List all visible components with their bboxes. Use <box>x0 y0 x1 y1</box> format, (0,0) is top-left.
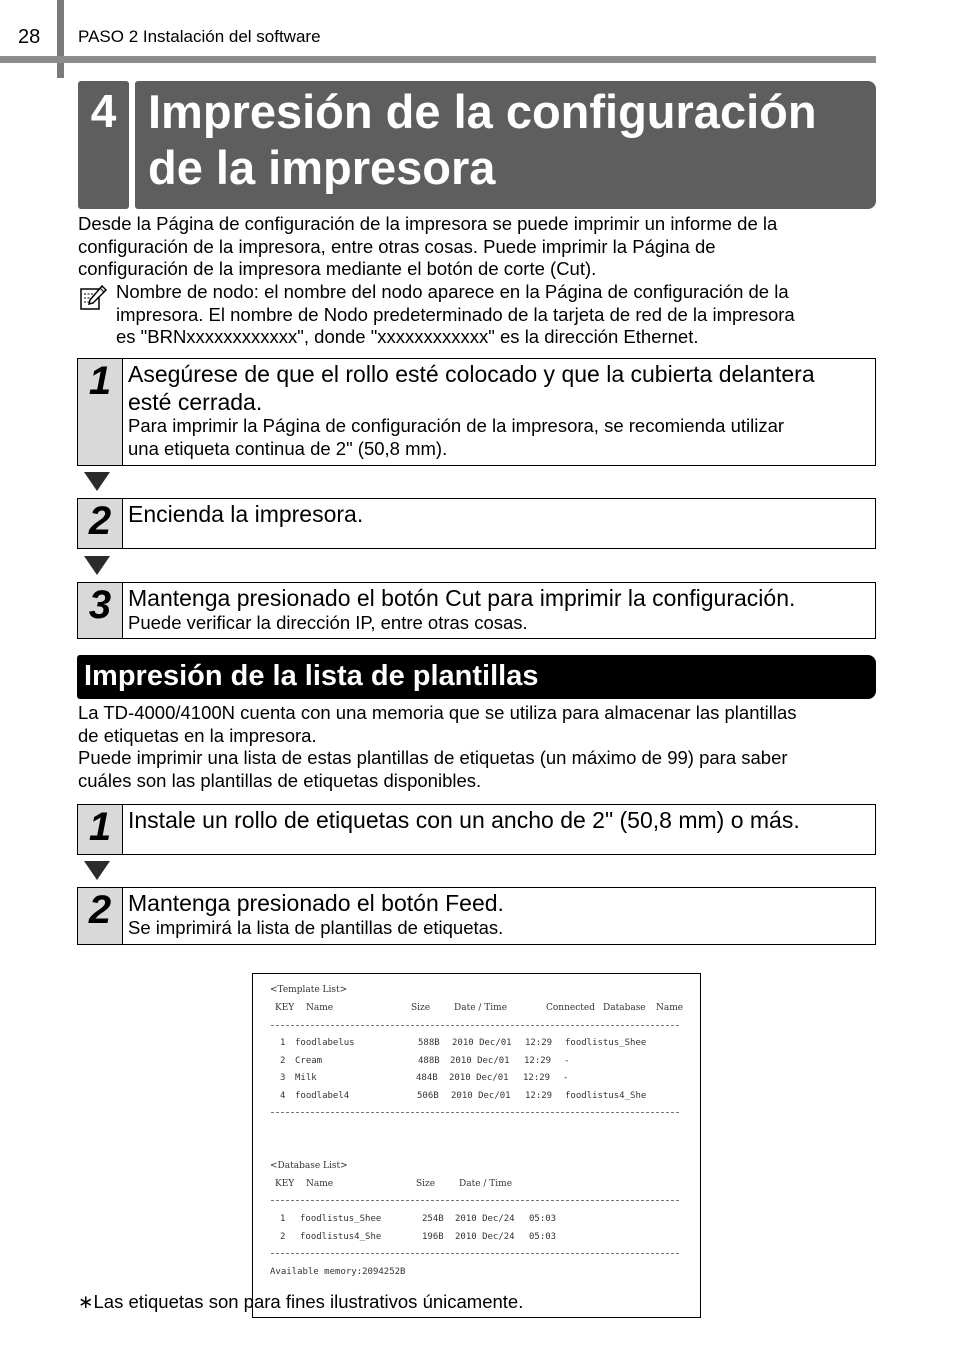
step-detail <box>128 415 873 460</box>
step-number: 3 <box>88 583 112 627</box>
config-step-3 <box>77 582 876 639</box>
step-number-box <box>78 583 123 638</box>
chapter-number: 4 <box>90 85 117 137</box>
database-list-heading: <Database List> <box>270 1161 348 1171</box>
section-title: Impresión de la lista de plantillas <box>84 660 539 692</box>
chapter-title <box>148 84 873 196</box>
step-number: 2 <box>88 499 112 543</box>
step-number: 2 <box>88 888 112 932</box>
step-detail-line: Para imprimir la Página de configuración de la impresora, se recomienda utilizar <box>128 415 785 436</box>
step-number-box <box>78 805 123 854</box>
down-arrow-icon <box>84 556 110 575</box>
note-line: impresora. El nombre de Nodo predeterminado de la tarjeta de red de la impresora <box>116 303 795 325</box>
running-title: PASO 2 Instalación del software <box>78 27 321 46</box>
col-dbname: Name <box>656 1003 684 1013</box>
header-rule <box>0 56 876 63</box>
note-line: es "BRNxxxxxxxxxxxx", donde "xxxxxxxxxxxx" es la dirección Ethernet. <box>116 326 699 348</box>
config-step-2 <box>77 498 876 549</box>
col-name: Name <box>306 1179 334 1189</box>
step-number-box <box>78 499 123 548</box>
chapter-title-line: de la impresora <box>148 141 496 194</box>
step-instruction-line: Asegúrese de que el rollo esté colocado y que la cubierta delantera <box>128 361 815 387</box>
dashed-separator <box>271 1253 679 1254</box>
step-detail-line: una etiqueta continua de 2" (50,8 mm). <box>128 437 448 459</box>
dashed-separator <box>271 1200 679 1201</box>
col-name: Name <box>306 1003 334 1013</box>
step-number-box <box>78 888 123 944</box>
step-detail: Puede verificar la dirección IP, entre otras cosas. <box>128 612 528 633</box>
col-size: Size <box>411 1003 431 1013</box>
section-line: La TD-4000/4100N cuenta con una memoria que se utiliza para almacenar las plantillas <box>78 702 797 723</box>
page-number: 28 <box>18 26 41 48</box>
chapter-title-line: Impresión de la configuración <box>148 85 817 138</box>
config-step-1 <box>77 358 876 466</box>
section-line: Puede imprimir una lista de estas plantillas de etiquetas (un máximo de 99) para saber <box>78 747 788 769</box>
step-number-box <box>78 359 123 465</box>
step-instruction <box>128 360 873 416</box>
dashed-separator <box>271 1112 679 1113</box>
step-instruction: Instale un rollo de etiquetas con un ancho de 2" (50,8 mm) o más. <box>128 807 800 833</box>
step-instruction: Mantenga presionado el botón Cut para imprimir la configuración. <box>128 585 796 611</box>
step-instruction-line: esté cerrada. <box>128 389 263 415</box>
step-instruction: Mantenga presionado el botón Feed. <box>128 890 504 916</box>
intro-line: configuración de la impresora mediante el botón de corte (Cut). <box>78 258 597 280</box>
intro-paragraph <box>78 213 878 281</box>
intro-line: Desde la Página de configuración de la impresora se puede imprimir un informe de la <box>78 213 778 234</box>
dashed-separator <box>271 1025 679 1026</box>
down-arrow-icon <box>84 472 110 491</box>
note-line: Nombre de nodo: el nombre del nodo aparece en la Página de configuración de la <box>116 281 789 302</box>
col-database: Database <box>603 1003 646 1013</box>
down-arrow-icon <box>84 861 110 880</box>
col-size: Size <box>416 1179 436 1189</box>
list-step-2 <box>77 887 876 945</box>
col-datetime: Date / Time <box>459 1179 513 1189</box>
sample-template-list-printout: <Template List> KEY Name Size Date / Time Connected Database Name 1 foodlabelus 588B 2010 Dec/01 12:29 foodlistus_Shee 2 Cream 488B 2010 Dec/01 12:29 - 3 Milk 484B 2010 Dec/01 12:29 - 4 foodlabel4 506B 2010 Dec/01 12:29 foodlistus4_She <Database List> KEY Name Size Date / Time 1 foodlistus_Shee 254B 2010 Dec/24 05:03 2 foodlistus4_She 196B 2010 Dec/24 05:03 Available memory:2094252B <box>252 973 701 1318</box>
available-memory: Available memory:2094252B <box>270 1267 406 1277</box>
col-connected: Connected <box>546 1003 595 1013</box>
memo-pencil-icon <box>78 283 108 313</box>
step-number: 1 <box>88 359 112 403</box>
col-datetime: Date / Time <box>454 1003 508 1013</box>
step-instruction: Encienda la impresora. <box>128 501 364 527</box>
footnote: ∗Las etiquetas son para fines ilustrativos únicamente. <box>78 1291 524 1312</box>
list-step-1 <box>77 804 876 855</box>
template-list-heading: <Template List> <box>270 985 348 995</box>
section-line: de etiquetas en la impresora. <box>78 724 317 746</box>
section-paragraph <box>78 702 878 792</box>
intro-line: configuración de la impresora, entre otras cosas. Puede imprimir la Página de <box>78 235 716 257</box>
section-line: cuáles son las plantillas de etiquetas disponibles. <box>78 769 482 791</box>
step-number: 1 <box>88 805 112 849</box>
col-key: KEY <box>275 1179 295 1189</box>
step-detail: Se imprimirá la lista de plantillas de etiquetas. <box>128 917 504 938</box>
header-vertical-bar <box>57 0 64 78</box>
col-key: KEY <box>275 1003 295 1013</box>
note-text <box>116 281 876 349</box>
